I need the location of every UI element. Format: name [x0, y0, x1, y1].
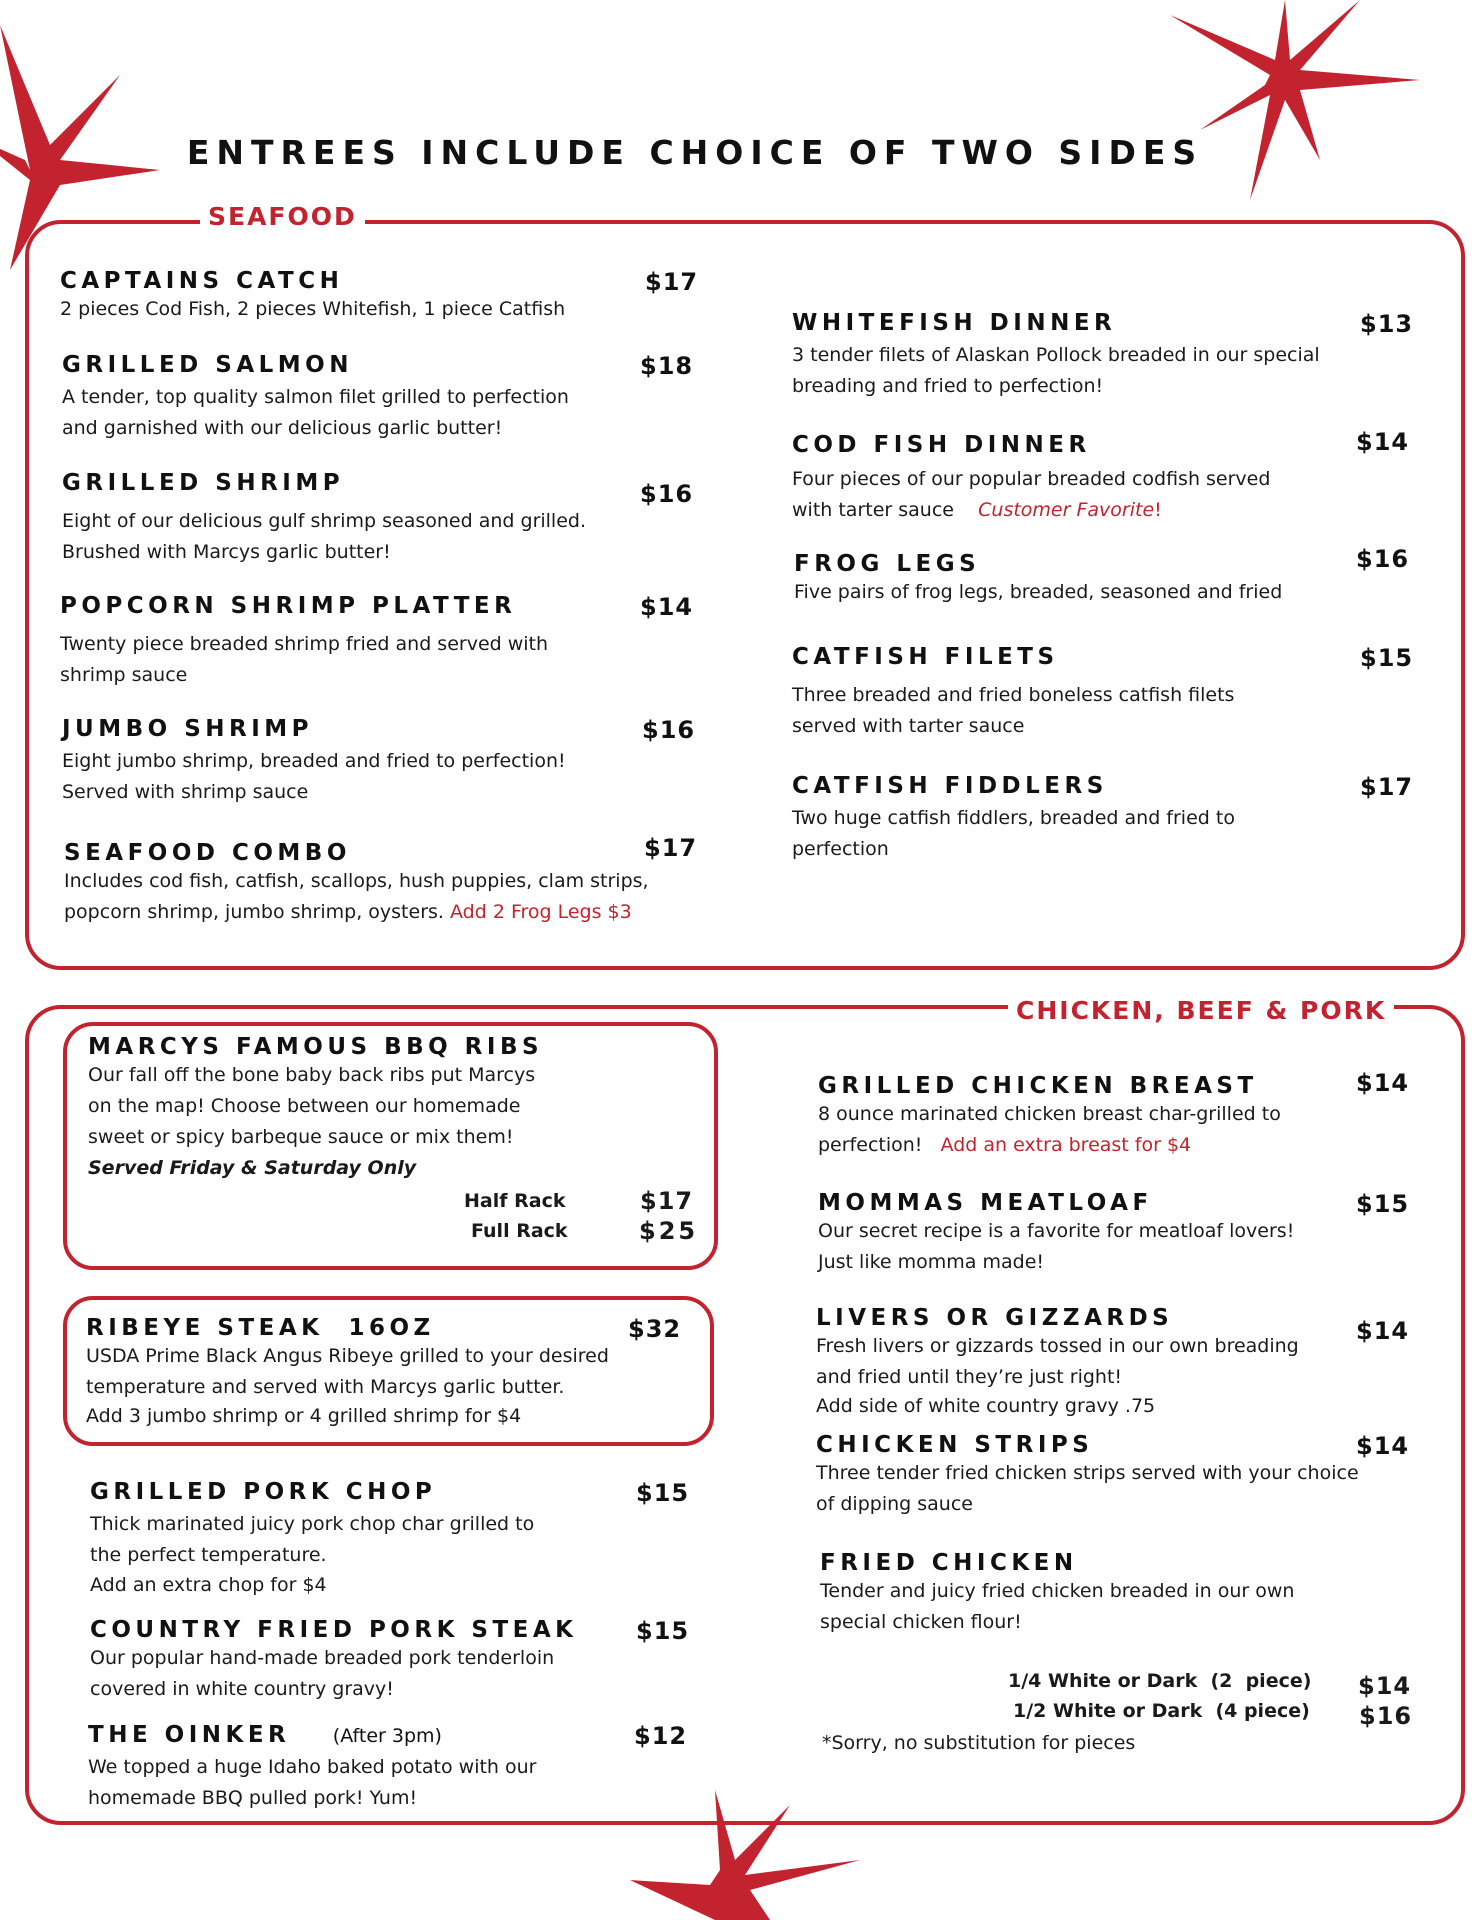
item-addon: Add 2 Frog Legs $3 — [450, 901, 632, 923]
ribs-full-rack — [471, 1217, 701, 1245]
menu-item-the-oinker — [88, 1722, 708, 1814]
item-price: $15 — [636, 1479, 690, 1507]
menu-item-chicken-strips — [816, 1432, 1416, 1520]
menu-item-seafood-combo — [64, 834, 744, 928]
item-name: COUNTRY FRIED PORK STEAK — [90, 1617, 578, 1643]
item-addon: Add 3 jumbo shrimp or 4 grilled shrimp for $4 — [86, 1405, 522, 1427]
item-desc-text: Four pieces of our popular breaded codfish served with tarter sauce — [792, 468, 1271, 521]
item-price: $17 — [644, 834, 698, 862]
menu-item-grilled-pork-chop — [90, 1479, 710, 1601]
menu-item-grilled-chicken-breast — [818, 1069, 1418, 1161]
menu-item-catfish-filets — [792, 644, 1412, 742]
page-headline: ENTREES INCLUDE CHOICE OF TWO SIDES — [186, 133, 1204, 172]
seafood-title: SEAFOOD — [200, 202, 365, 231]
item-price: $32 — [628, 1315, 682, 1343]
half-label: 1/2 White or Dark (4 piece) — [1013, 1700, 1310, 1722]
item-name: FRIED CHICKEN — [820, 1550, 1078, 1576]
half-rack-price: $17 — [640, 1187, 694, 1215]
item-name: MOMMAS MEATLOAF — [818, 1190, 1153, 1216]
item-price: $15 — [1356, 1190, 1410, 1218]
item-desc-text: 8 ounce marinated chicken breast char-grilled to perfection! — [818, 1103, 1281, 1156]
item-desc: USDA Prime Black Angus Ribeye grilled to your desired temperature and served with Marcys garlic butter. — [86, 1345, 609, 1398]
customer-favorite-tail: ! — [1154, 499, 1162, 521]
item-desc: We topped a huge Idaho baked potato with our homemade BBQ pulled pork! Yum! — [88, 1756, 537, 1809]
item-desc: 2 pieces Cod Fish, 2 pieces Whitefish, 1 piece Catfish — [60, 298, 566, 320]
item-desc — [64, 866, 664, 928]
item-price: $16 — [642, 716, 696, 744]
quarter-label: 1/4 White or Dark (2 piece) — [1008, 1670, 1312, 1692]
item-desc: Eight jumbo shrimp, breaded and fried to perfection! Served with shrimp sauce — [62, 750, 566, 803]
item-price: $14 — [1356, 428, 1410, 456]
item-price: $14 — [1356, 1069, 1410, 1097]
item-name: JUMBO SHRIMP — [62, 716, 314, 742]
item-name: COD FISH DINNER — [792, 432, 1091, 458]
item-desc: Our fall off the bone baby back ribs put Marcys on the map! Choose between our homemade sweet or spicy barbeque sauce or mix them! — [88, 1064, 536, 1148]
ribs-availability-note: Served Friday & Saturday Only — [88, 1157, 417, 1179]
menu-item-fried-chicken — [820, 1550, 1420, 1638]
item-desc — [792, 464, 1312, 526]
quarter-price: $14 — [1358, 1672, 1412, 1700]
oinker-time-note: (After 3pm) — [332, 1725, 442, 1747]
item-name — [88, 1722, 708, 1748]
fried-chicken-half — [1013, 1700, 1423, 1730]
item-name: WHITEFISH DINNER — [792, 310, 1117, 336]
menu-item-jumbo-shrimp — [62, 716, 702, 808]
item-name: LIVERS OR GIZZARDS — [816, 1305, 1174, 1331]
menu-item-country-fried-pork-steak — [90, 1617, 710, 1705]
item-name: CATFISH FIDDLERS — [792, 773, 1108, 799]
item-desc: Our secret recipe is a favorite for meatloaf lovers! Just like momma made! — [818, 1220, 1295, 1273]
item-name: GRILLED CHICKEN BREAST — [818, 1073, 1258, 1099]
menu-item-bbq-ribs — [88, 1034, 688, 1184]
full-rack-price: $25 — [639, 1217, 699, 1245]
item-addon: Add an extra breast for $4 — [940, 1134, 1192, 1156]
item-name: FROG LEGS — [794, 551, 981, 577]
item-desc: Our popular hand-made breaded pork tenderloin covered in white country gravy! — [90, 1647, 555, 1700]
item-price: $16 — [640, 480, 694, 508]
item-desc: Two huge catfish fiddlers, breaded and fried to perfection — [792, 807, 1235, 860]
menu-item-grilled-shrimp — [62, 470, 702, 568]
menu-item-grilled-salmon — [62, 352, 702, 444]
item-desc: Thick marinated juicy pork chop char grilled to the perfect temperature. — [90, 1513, 535, 1566]
item-name: SEAFOOD COMBO — [64, 840, 351, 866]
item-price: $14 — [1356, 1317, 1410, 1345]
fried-chicken-note: *Sorry, no substitution for pieces — [822, 1732, 1136, 1754]
menu-item-ribeye — [86, 1315, 706, 1432]
item-price: $14 — [640, 593, 694, 621]
half-price: $16 — [1359, 1702, 1413, 1730]
item-price: $17 — [645, 268, 699, 296]
item-desc: Twenty piece breaded shrimp fried and served with shrimp sauce — [60, 633, 549, 686]
menu-item-frog-legs — [794, 545, 1414, 608]
oinker-title: THE OINKER — [88, 1722, 291, 1748]
item-name: POPCORN SHRIMP PLATTER — [60, 593, 517, 619]
item-price: $18 — [640, 352, 694, 380]
menu-item-captains-catch — [60, 268, 700, 325]
item-desc: Three breaded and fried boneless catfish filets served with tarter sauce — [792, 684, 1235, 737]
item-desc — [818, 1099, 1318, 1161]
item-name: GRILLED SHRIMP — [62, 470, 345, 496]
item-addon: Add side of white country gravy .75 — [816, 1395, 1156, 1417]
item-desc: Eight of our delicious gulf shrimp seasoned and grilled. Brushed with Marcys garlic butter! — [62, 510, 587, 563]
item-name: RIBEYE STEAK 16OZ — [86, 1315, 435, 1341]
item-price: $15 — [1360, 644, 1414, 672]
menu-item-catfish-fiddlers — [792, 773, 1412, 865]
meats-title: CHICKEN, BEEF & PORK — [1008, 996, 1394, 1025]
ribs-half-rack — [464, 1187, 694, 1215]
item-desc: A tender, top quality salmon filet grilled to perfection and garnished with our delicious garlic butter! — [62, 386, 569, 439]
menu-item-popcorn-shrimp — [60, 593, 700, 691]
full-rack-label: Full Rack — [471, 1220, 568, 1242]
item-name: CAPTAINS CATCH — [60, 268, 344, 294]
item-name: CATFISH FILETS — [792, 644, 1059, 670]
item-price: $17 — [1360, 773, 1414, 801]
item-desc: Tender and juicy fried chicken breaded in our own special chicken flour! — [820, 1580, 1295, 1633]
half-rack-label: Half Rack — [464, 1190, 566, 1212]
menu-item-cod-fish-dinner — [792, 428, 1412, 526]
item-price: $14 — [1356, 1432, 1410, 1460]
item-name: MARCYS FAMOUS BBQ RIBS — [88, 1034, 544, 1060]
item-name: GRILLED SALMON — [62, 352, 353, 378]
item-name: GRILLED PORK CHOP — [90, 1479, 437, 1505]
item-addon: Add an extra chop for $4 — [90, 1574, 327, 1596]
menu-item-whitefish-dinner — [792, 310, 1412, 402]
item-desc: Three tender fried chicken strips served with your choice of dipping sauce — [816, 1462, 1359, 1515]
item-desc: 3 tender filets of Alaskan Pollock breaded in our special breading and fried to perfection! — [792, 344, 1320, 397]
item-desc: Fresh livers or gizzards tossed in our own breading and fried until they’re just right! — [816, 1335, 1299, 1388]
item-desc-text: Includes cod fish, catfish, scallops, hush puppies, clam strips, popcorn shrimp, jumbo shrimp, oysters. — [64, 870, 649, 923]
customer-favorite-tag: Customer Favorite — [978, 499, 1155, 521]
item-price: $15 — [636, 1617, 690, 1645]
item-price: $13 — [1360, 310, 1414, 338]
item-name: CHICKEN STRIPS — [816, 1432, 1094, 1458]
item-price: $12 — [634, 1722, 688, 1750]
item-desc: Five pairs of frog legs, breaded, seasoned and fried — [794, 581, 1283, 603]
fried-chicken-quarter — [1008, 1670, 1418, 1700]
menu-item-mommas-meatloaf — [818, 1190, 1418, 1278]
item-price: $16 — [1356, 545, 1410, 573]
menu-item-livers-or-gizzards — [816, 1305, 1416, 1422]
